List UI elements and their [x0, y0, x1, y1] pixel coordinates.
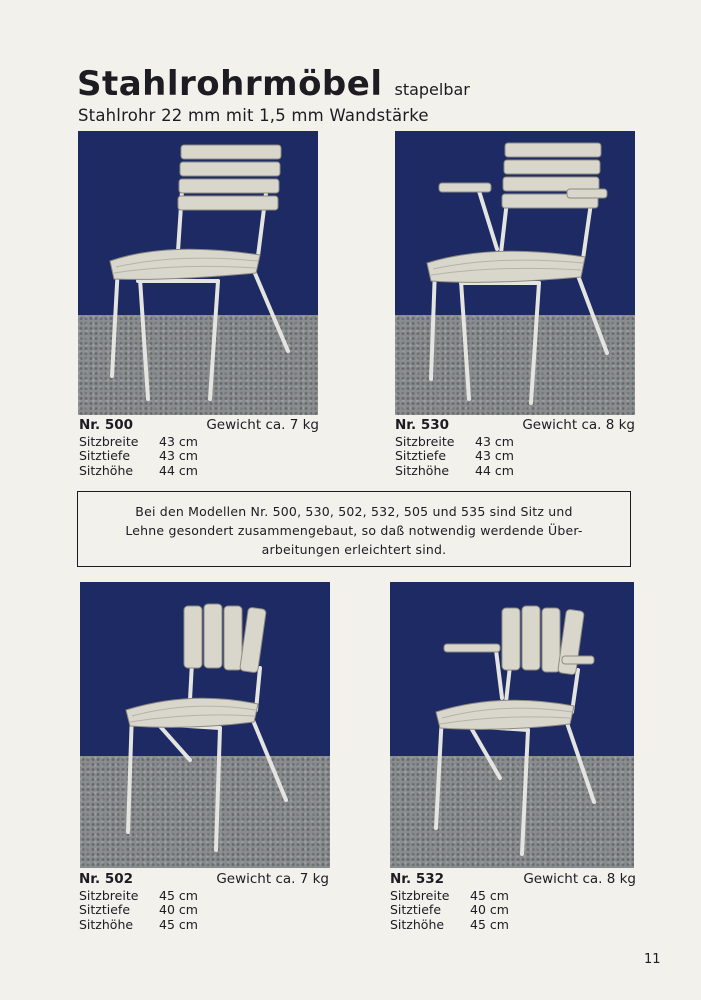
spec-label: Sitzhöhe: [390, 916, 445, 932]
spec-label: Sitzhöhe: [79, 916, 134, 932]
spec-row: [395, 435, 635, 450]
spec-label: Sitzbreite: [79, 433, 139, 449]
spec-value: 45 cm: [470, 916, 509, 932]
spec-row: [390, 918, 636, 933]
spec-label: Sitztiefe: [79, 448, 131, 463]
spec-value: 44 cm: [159, 462, 198, 478]
spec-value: 43 cm: [475, 448, 514, 463]
page-heading: [77, 64, 470, 104]
spec-row: [79, 889, 329, 904]
product-532-head: [390, 872, 636, 887]
spec-label: Sitzhöhe: [395, 462, 450, 478]
spec-label: Sitztiefe: [395, 448, 447, 463]
chair-502-photo: [80, 582, 330, 868]
spec-value: 45 cm: [159, 887, 198, 903]
page-number: 11: [644, 952, 661, 967]
spec-value: 40 cm: [470, 902, 509, 917]
spec-row: [395, 464, 635, 479]
spec-row: [79, 918, 329, 933]
product-500-specs: [79, 418, 319, 478]
spec-value: 45 cm: [470, 887, 509, 903]
spec-row: [390, 903, 636, 918]
spec-row: [79, 435, 319, 450]
product-500-weight: Gewicht ca. 7 kg: [206, 417, 319, 433]
chair-532-illustration: [390, 582, 634, 868]
spec-value: 43 cm: [159, 448, 198, 463]
spec-label: Sitztiefe: [79, 902, 131, 917]
notice-line: Lehne gesondert zusammengebaut, so daß notwendig werdende Über-: [125, 523, 583, 538]
spec-label: Sitzbreite: [79, 887, 139, 903]
chair-500-illustration: [78, 131, 318, 415]
chair-500-photo: [78, 131, 318, 415]
product-502-number: Nr. 502: [79, 871, 134, 887]
spec-value: 45 cm: [159, 916, 198, 932]
product-530-weight: Gewicht ca. 8 kg: [522, 417, 635, 433]
spec-value: 43 cm: [475, 433, 514, 449]
assembly-notice: [77, 491, 631, 567]
product-532-number: Nr. 532: [390, 871, 445, 887]
page-subtitle: Stahlrohr 22 mm mit 1,5 mm Wandstärke: [78, 106, 429, 125]
spec-label: Sitztiefe: [390, 902, 442, 917]
spec-row: [79, 903, 329, 918]
product-530-head: [395, 418, 635, 433]
product-532-weight: Gewicht ca. 8 kg: [523, 871, 636, 887]
spec-row: [79, 449, 319, 464]
spec-row: [390, 889, 636, 904]
product-502-specs: [79, 872, 329, 932]
spec-label: Sitzhöhe: [79, 462, 134, 478]
spec-value: 44 cm: [475, 462, 514, 478]
product-502-weight: Gewicht ca. 7 kg: [216, 871, 329, 887]
chair-530-illustration: [395, 131, 635, 415]
spec-row: [395, 449, 635, 464]
product-532-specs: [390, 872, 636, 932]
product-530-number: Nr. 530: [395, 417, 450, 433]
spec-row: [79, 464, 319, 479]
product-502-head: [79, 872, 329, 887]
product-530-specs: [395, 418, 635, 478]
chair-530-photo: [395, 131, 635, 415]
spec-value: 40 cm: [159, 902, 198, 917]
notice-line: arbeitungen erleichtert sind.: [261, 542, 447, 557]
product-500-head: [79, 418, 319, 433]
chair-502-illustration: [80, 582, 330, 868]
spec-label: Sitzbreite: [390, 887, 450, 903]
chair-532-photo: [390, 582, 634, 868]
title-suffix: stapelbar: [394, 80, 470, 99]
product-500-number: Nr. 500: [79, 417, 134, 433]
page-title: Stahlrohrmöbel: [77, 64, 383, 104]
notice-line: Bei den Modellen Nr. 500, 530, 502, 532, 505 und 535 sind Sitz und: [135, 504, 573, 519]
spec-label: Sitzbreite: [395, 433, 455, 449]
spec-value: 43 cm: [159, 433, 198, 449]
